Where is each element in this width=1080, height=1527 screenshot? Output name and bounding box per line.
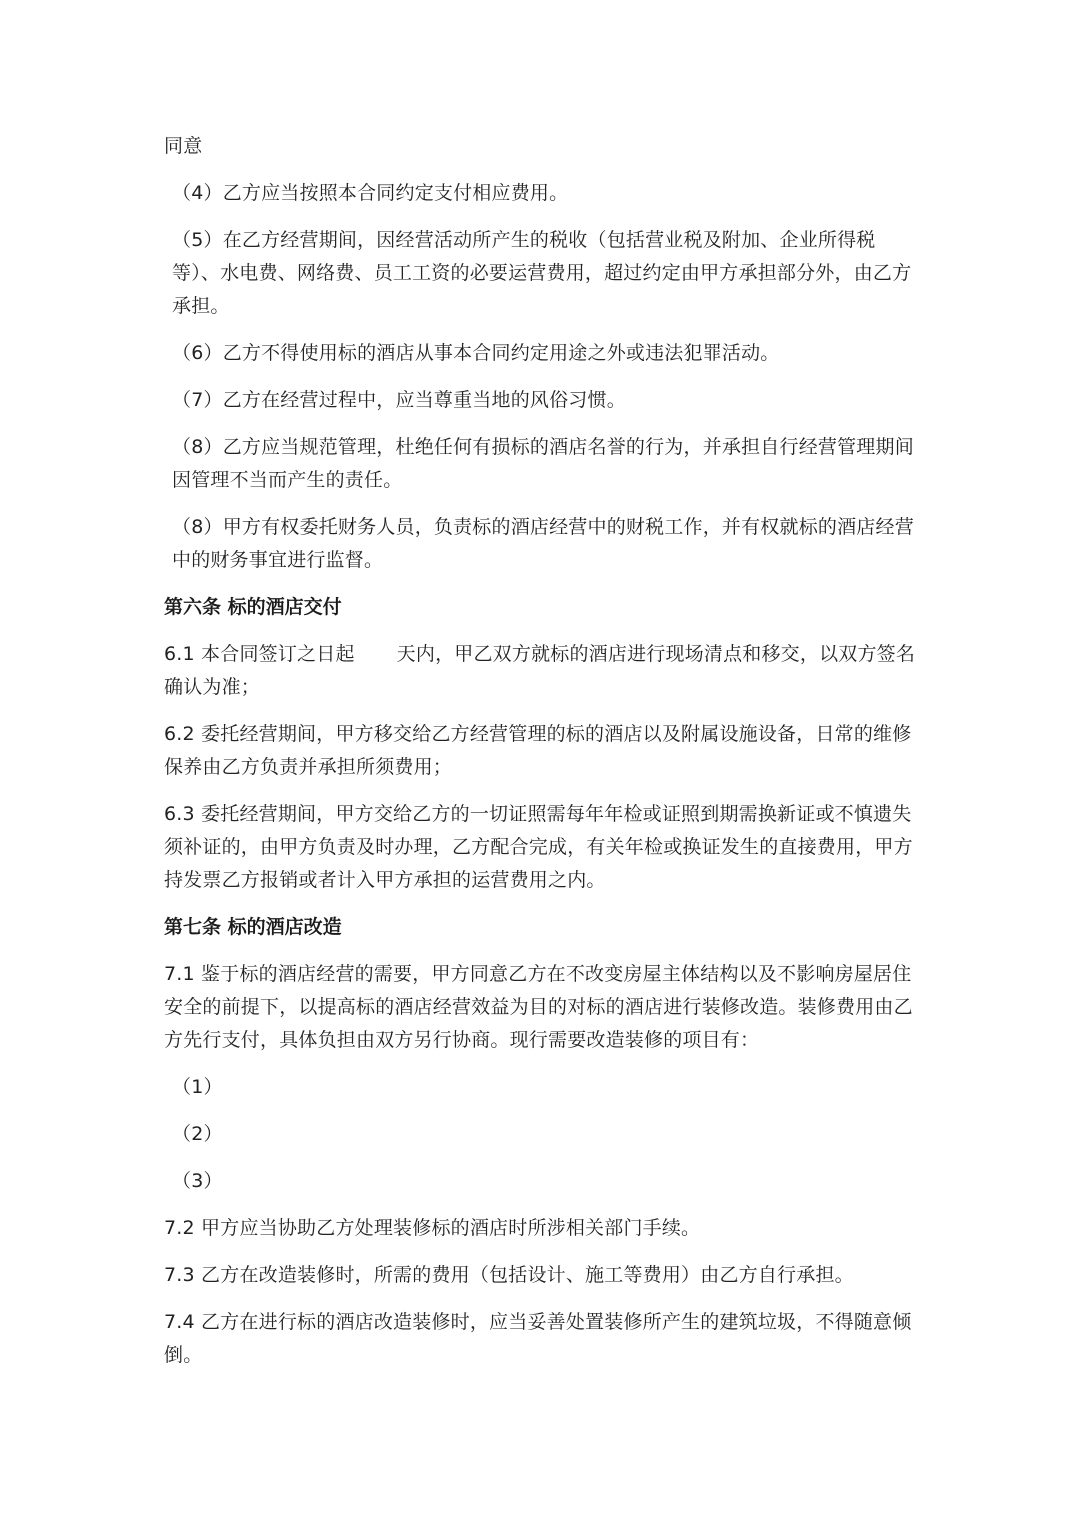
- heading-article-7: 第七条 标的酒店改造: [164, 916, 342, 938]
- clause-6-1-start: 6.1 本合同签订之日起: [164, 643, 355, 665]
- clause-6: （6）乙方不得使用标的酒店从事本合同约定用途之外或违法犯罪活动。: [172, 342, 780, 364]
- clause-6-1-end: 天内，甲乙双方就标的酒店进行现场清点和移交，以双方签名确认为准；: [164, 643, 916, 698]
- clause-6-2: 6.2 委托经营期间，甲方移交给乙方经营管理的标的酒店以及附属设施设备，日常的维修保养由乙方负责并承担所须费用；: [164, 723, 912, 778]
- item-3: （3）: [172, 1170, 223, 1192]
- clause-7-3: 7.3 乙方在改造装修时，所需的费用（包括设计、施工等费用）由乙方自行承担。: [164, 1264, 854, 1286]
- clause-8a: （8）乙方应当规范管理，杜绝任何有损标的酒店名誉的行为，并承担自行经营管理期间因管理不当而产生的责任。: [172, 436, 914, 491]
- item-1: （1）: [172, 1076, 223, 1098]
- clause-7-4: 7.4 乙方在进行标的酒店改造装修时，应当妥善处置装修所产生的建筑垃圾，不得随意倾倒。: [164, 1311, 912, 1366]
- heading-article-6: 第六条 标的酒店交付: [164, 596, 342, 618]
- paragraph-consent: 同意: [164, 135, 203, 157]
- clause-8b: （8）甲方有权委托财务人员，负责标的酒店经营中的财税工作，并有权就标的酒店经营中的财务事宜进行监督。: [172, 516, 914, 571]
- clause-7: （7）乙方在经营过程中，应当尊重当地的风俗习惯。: [172, 389, 626, 411]
- clause-6-1: [164, 638, 916, 704]
- item-2: （2）: [172, 1123, 223, 1145]
- clause-6-3: 6.3 委托经营期间，甲方交给乙方的一切证照需每年年检或证照到期需换新证或不慎遗失须补证的，由甲方负责及时办理，乙方配合完成，有关年检或换证发生的直接费用，甲方持发票乙方报销或者计入甲方承担的运营费用之内。: [164, 803, 913, 891]
- clause-7-2: 7.2 甲方应当协助乙方处理装修标的酒店时所涉相关部门手续。: [164, 1217, 701, 1239]
- clause-4: （4）乙方应当按照本合同约定支付相应费用。: [172, 182, 569, 204]
- document-page: [164, 130, 916, 1386]
- clause-5: （5）在乙方经营期间，因经营活动所产生的税收（包括营业税及附加、企业所得税等）、水电费、网络费、员工工资的必要运营费用，超过约定由甲方承担部分外，由乙方承担。: [172, 229, 912, 317]
- clause-7-1: 7.1 鉴于标的酒店经营的需要，甲方同意乙方在不改变房屋主体结构以及不影响房屋居住安全的前提下，以提高标的酒店经营效益为目的对标的酒店进行装修改造。装修费用由乙方先行支付，具体负担由双方另行协商。现行需要改造装修的项目有：: [164, 963, 913, 1051]
